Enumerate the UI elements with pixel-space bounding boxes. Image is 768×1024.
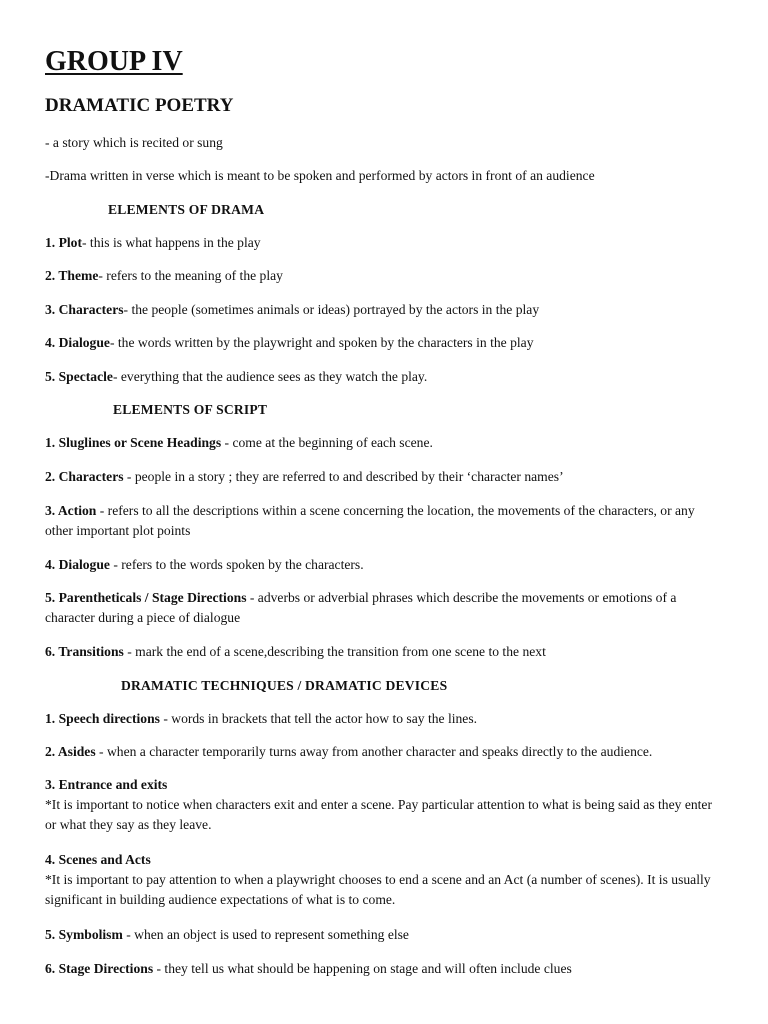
list-item [45,266,283,286]
item-term: 1. Sluglines or Scene Headings [45,435,222,450]
item-term: 4. Dialogue [45,557,110,572]
list-item [45,333,534,353]
list-item [45,367,427,387]
item-desc: - when a character temporarily turns away from another character and speaks directly to the audience. [95,744,653,759]
list-item [45,300,539,320]
item-term: 1. Plot [45,235,82,250]
list-item [45,775,725,835]
item-term: 3. Characters [45,302,124,317]
item-desc: - this is what happens in the play [82,235,261,250]
section-heading-script: ELEMENTS OF SCRIPT [113,402,268,417]
section-heading-techniques: DRAMATIC TECHNIQUES / DRAMATIC DEVICES [121,678,448,693]
item-term: 5. Spectacle [45,369,113,384]
item-desc: - when an object is used to represent something else [122,927,409,942]
intro-line: - a story which is recited or sung [45,135,223,150]
item-desc: - refers to the words spoken by the characters. [109,557,364,572]
list-item [45,555,364,575]
item-term: 4. Dialogue [45,335,110,350]
item-term: 2. Asides [45,744,96,759]
item-note: *It is important to notice when characters exit and enter a scene. Pay particular attention to what is being said as they enter or what they say as they leave. [45,797,712,832]
item-desc: - refers to all the descriptions within a scene concerning the location, the movements of the characters, or any other important plot points [45,503,695,538]
item-desc: - come at the beginning of each scene. [221,435,433,450]
item-term: 5. Symbolism [45,927,123,942]
item-term: 6. Stage Directions [45,961,154,976]
list-item [45,467,564,487]
intro-line: -Drama written in verse which is meant to be spoken and performed by actors in front of an audience [45,168,595,183]
item-term: 5. Parentheticals / Stage Directions [45,590,247,605]
list-item [45,433,433,453]
section-heading-drama: ELEMENTS OF DRAMA [108,202,265,217]
item-term: 3. Entrance and exits [45,777,168,792]
item-desc: - adverbs or adverbial phrases which describe the movements or emotions of a character during a piece of dialogue [45,590,677,625]
page-title: GROUP IV [45,46,183,77]
item-term: 3. Action [45,503,97,518]
item-desc: - words in brackets that tell the actor how to say the lines. [159,711,478,726]
item-desc: - they tell us what should be happening on stage and will often include clues [153,961,572,976]
item-desc: - the words written by the playwright and spoken by the characters in the play [109,335,534,350]
list-item [45,709,477,729]
list-item [45,850,725,910]
list-item [45,588,725,628]
item-desc: - the people (sometimes animals or ideas) portrayed by the actors in the play [123,302,540,317]
list-item [45,642,546,662]
list-item [45,959,572,979]
item-note: *It is important to pay attention to when a playwright chooses to end a scene and an Act (a number of scenes). It is usually significant in building audience expectations of what is to come. [45,872,711,907]
list-item [45,742,652,762]
item-desc: - people in a story ; they are referred to and described by their ‘character names’ [123,469,564,484]
item-term: 2. Characters [45,469,124,484]
item-term: 6. Transitions [45,644,124,659]
list-item [45,925,409,945]
list-item [45,233,261,253]
item-desc: - everything that the audience sees as they watch the play. [112,369,428,384]
item-desc: - mark the end of a scene,describing the transition from one scene to the next [123,644,546,659]
item-desc: - refers to the meaning of the play [98,268,283,283]
item-term: 1. Speech directions [45,711,160,726]
page-subtitle: DRAMATIC POETRY [45,95,234,116]
list-item [45,501,725,541]
item-term: 4. Scenes and Acts [45,852,151,867]
item-term: 2. Theme [45,268,99,283]
